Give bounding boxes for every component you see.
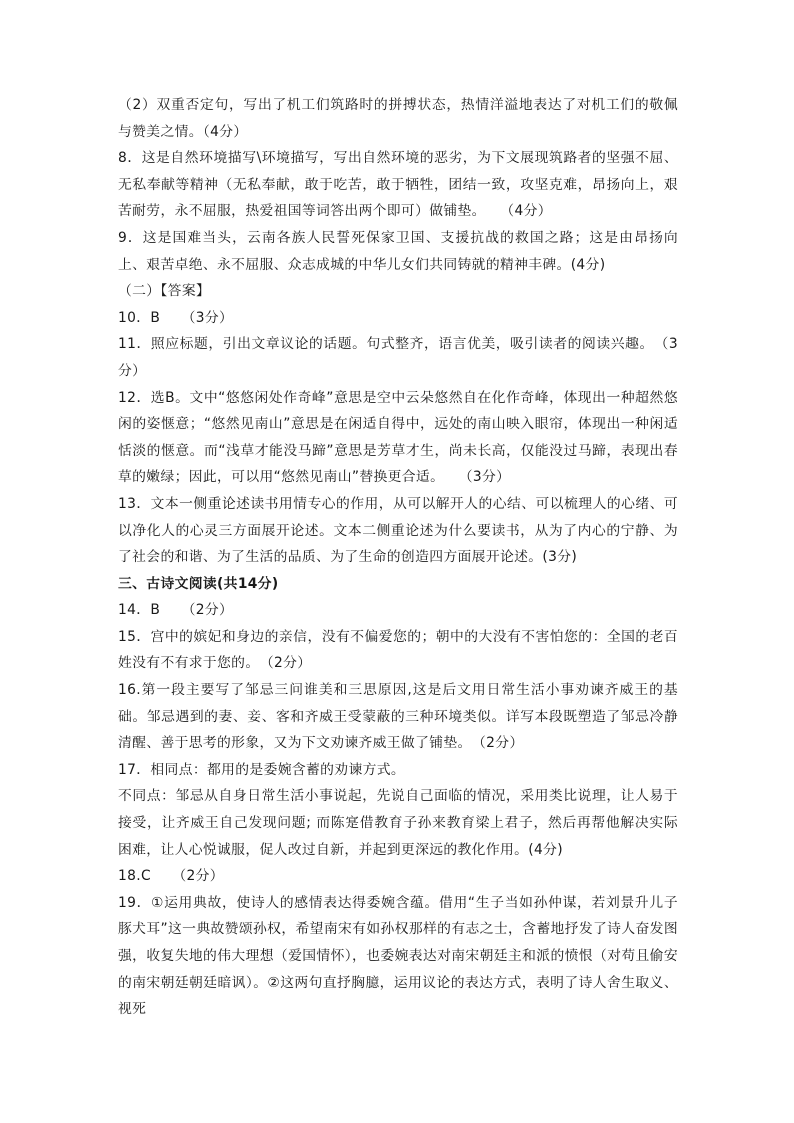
paragraph-answer-16: 16.第一段主要写了邹忌三问谁美和三思原因,这是后文用日常生活小事劝谏齐威王的基础。邹忌遇到的妻、妾、客和齐威王受蒙蔽的三种环境类似。详写本段既塑造了邹忌冷静清醒、善于思考的形象，又为下文劝谏齐威王做了铺垫。 （2分） [118,682,678,752]
paragraph-answer-14: 14．B （2分） [118,602,234,619]
paragraph-answer-13: 13．文本一侧重论述读书用情专心的作用，从可以解开人的心结、可以梳理人的心绪、可以净化人的心灵三方面展开论述。文本二侧重论述为什么要读书，从为了内心的宁静、为了社会的和谐、为了生活的品质、为了生命的创造四方面展开论述。(3分) [118,495,678,566]
section-heading-3: 三、古诗文阅读(共14分) [118,575,279,592]
paragraph-answer-18: 18.C （2分） [118,868,224,885]
paragraph-answer-17-diff: 不同点：邹忌从自身日常生活小事说起，先说自己面临的情况，采用类比说理，让人易于接受，让齐威王自己发现问题; 而陈寔借教育子孙来教育梁上君子，然后再帮他解决实际困难，让人心悦诚服，促人改过自新，并起到更深远的教化作用。(4分) [118,788,678,858]
answer-document [118,92,678,1023]
paragraph-answer-10: 10．B （3分） [118,309,234,326]
paragraph-answer-12: 12．选B。文中“悠悠闲处作奇峰”意思是空中云朵悠然自在化作奇峰，体现出一种超然悠闲的姿惬意；“悠然见南山”意思是在闲适自得中，远处的南山映入眼帘，体现出一种闲适恬淡的惬意。而“浅草才能没马蹄”意思是芳草才生，尚未长高，仅能没过马蹄，表现出春草的嫩绿；因此，可以用“悠然见南山”替换更合适。 （3分） [118,389,678,486]
paragraph-answer-8: 8．这是自然环境描写\环境描写，写出自然环境的恶劣，为下文展现筑路者的坚强不屈、无私奉献等精神（无私奉献，敢于吃苦，敢于牺牲，团结一致，攻坚克难，昂扬向上，艰苦耐劳，永不屈服，热爱祖国等词答出两个即可）做铺垫。 （4分） [118,150,678,220]
paragraph-answer-11: 11．照应标题，引出文章议论的话题。句式整齐，语言优美，吸引读者的阅读兴趣。 （3分） [118,336,678,379]
paragraph-answer-17-same: 17．相同点：都用的是委婉含蓄的劝谏方式。 [118,761,406,778]
paragraph-answer-15: 15．宫中的嫔妃和身边的亲信，没有不偏爱您的；朝中的大没有不害怕您的：全国的老百姓没有不有求于您的。 （2分） [118,628,678,672]
paragraph-answer-9: 9．这是国难当头，云南各族人民誓死保家卫国、支援抗战的救国之路；这是由昂扬向上、艰苦卓绝、永不屈服、众志成城的中华儿女们共同铸就的精神丰碑。(4分) [118,229,678,273]
section-heading-2: （二）【答案】 [118,283,211,300]
paragraph-7-answer-2: （2）双重否定句，写出了机工们筑路时的拼搏状态，热情洋溢地表达了对机工们的敬佩与赞美之情。（4分） [118,97,678,140]
paragraph-answer-19: 19．①运用典故，使诗人的感情表达得委婉含蕴。借用“生子当如孙仲谋，若刘景升儿子豚犬耳”这一典故赞颂孙权，希望南宋有如孙权那样的有志之士，含蓄地抒发了诗人奋发图强，收复失地的伟大理想（爱国情怀），也委婉表达对南宋朝廷主和派的愤恨（对苟且偷安的南宋朝廷朝廷暗讽）。②这两句直抒胸臆，运用议论的表达方式，表明了诗人舍生取义、视死 [118,894,678,1018]
